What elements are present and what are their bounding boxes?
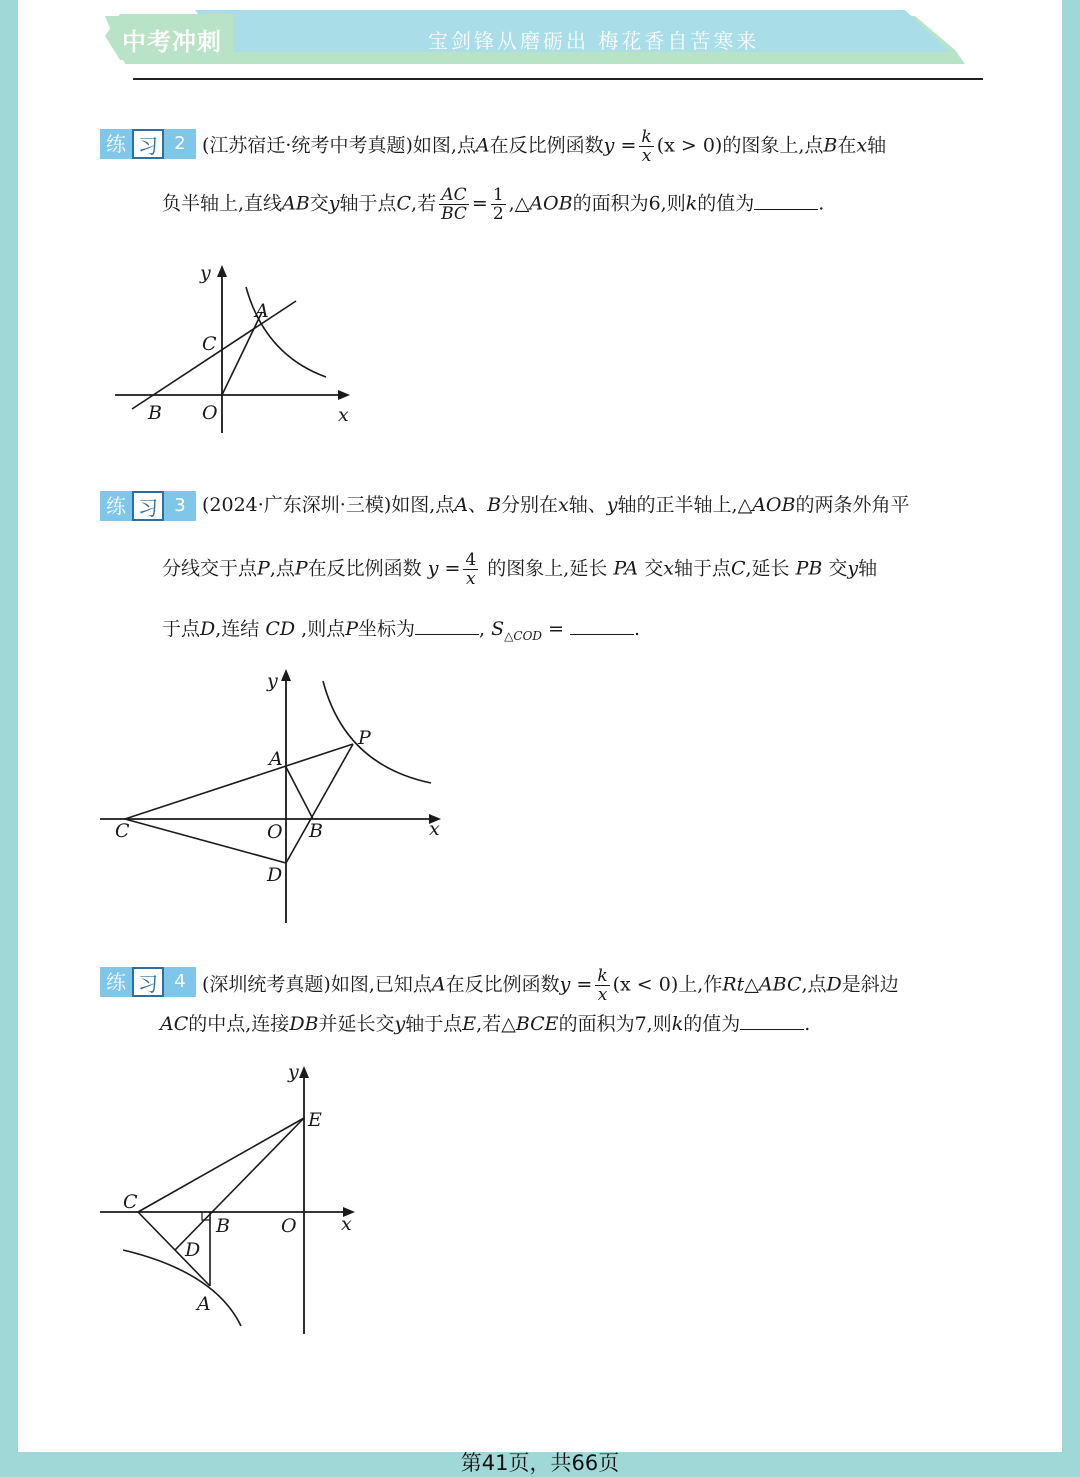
fraction-ac-over-bc: $\frac{AC}{BC}$ [441, 185, 467, 224]
answer-blank[interactable] [740, 1011, 804, 1030]
label-O: O [281, 1215, 297, 1237]
label-x: x [429, 818, 440, 840]
label-O: O [267, 821, 283, 843]
label-C: C [123, 1191, 138, 1213]
fraction-k-over-x: $\frac{k}{x}$ [597, 966, 608, 1005]
label-A: A [255, 300, 269, 322]
badge-char-xi: 习 [132, 967, 164, 997]
label-C: C [115, 820, 130, 842]
label-O: O [202, 402, 218, 424]
label-x: x [341, 1213, 352, 1235]
exercise-badge-4 [100, 967, 196, 997]
fraction-one-half: $\frac{1}{2}$ [492, 185, 504, 224]
exercise-badge-2 [100, 129, 196, 159]
problem-3-line-1: (2024·广东深圳·三模)如图,点A、B分别在x轴、y轴的正半轴上,△AOB的两条外角平 [202, 494, 910, 516]
badge-number: 4 [164, 967, 196, 997]
badge-char-lian: 练 [100, 129, 132, 159]
exercise-badge-3 [100, 491, 196, 521]
problem-4-line-2: AC的中点,连接DB并延长交y轴于点E,若△BCE的面积为7,则k的值为 . [160, 1013, 811, 1035]
badge-number: 2 [164, 129, 196, 159]
badge-number: 3 [164, 491, 196, 521]
label-C: C [202, 333, 217, 355]
problem-2-line-2: 负半轴上,直线AB交y轴于点C,若 $\frac{AC}{BC}$ = $\frac{1}{2}$ ,△AOB的面积为6,则k的值为 . [162, 185, 825, 224]
answer-blank-area[interactable] [570, 616, 634, 635]
answer-blank-coordinate[interactable] [415, 616, 479, 635]
section-title: 中考冲刺 [122, 28, 222, 56]
fraction-k-over-x: $\frac{k}{x}$ [641, 127, 652, 166]
label-E: E [308, 1109, 322, 1131]
label-A: A [197, 1293, 211, 1315]
fraction-4-over-x: $\frac{4}{x}$ [465, 550, 477, 589]
label-y: y [267, 670, 278, 692]
label-B: B [309, 820, 323, 842]
badge-char-lian: 练 [100, 491, 132, 521]
header-divider [133, 78, 983, 80]
label-y: y [200, 262, 211, 284]
badge-char-xi: 习 [132, 129, 164, 159]
figure-problem-3 [95, 665, 455, 930]
label-x: x [338, 404, 349, 426]
answer-blank[interactable] [754, 191, 818, 210]
problem-2-line-1: (江苏宿迁·统考中考真题)如图,点A在反比例函数y = $\frac{k}{x}$ (x > 0)的图象上,点B在x轴 [202, 127, 887, 166]
label-B: B [216, 1215, 230, 1237]
label-A: A [269, 748, 283, 770]
label-y: y [288, 1061, 299, 1083]
badge-char-xi: 习 [132, 491, 164, 521]
problem-3-line-3: 于点D,连结 CD ,则点P坐标为 , $S_{\triangle COD}$ = . [162, 618, 641, 643]
label-P: P [358, 727, 371, 749]
label-B: B [148, 402, 162, 424]
figure-problem-2 [110, 255, 370, 440]
problem-3-line-2: 分线交于点P,点P在反比例函数 y = $\frac{4}{x}$ 的图象上,延长 PA 交x轴于点C,延长 PB 交y轴 [162, 550, 878, 589]
label-D: D [267, 864, 283, 886]
label-D: D [185, 1239, 201, 1261]
header-motto: 宝剑锋从磨砺出 梅花香自苦寒来 [428, 29, 760, 53]
page-indicator: 第41页，共66页 [460, 1451, 620, 1475]
badge-char-lian: 练 [100, 967, 132, 997]
figure-problem-4 [95, 1058, 375, 1343]
problem-4-line-1: (深圳统考真题)如图,已知点A在反比例函数y = $\frac{k}{x}$ (x < 0)上,作Rt△ABC,点D是斜边 [202, 966, 899, 1005]
